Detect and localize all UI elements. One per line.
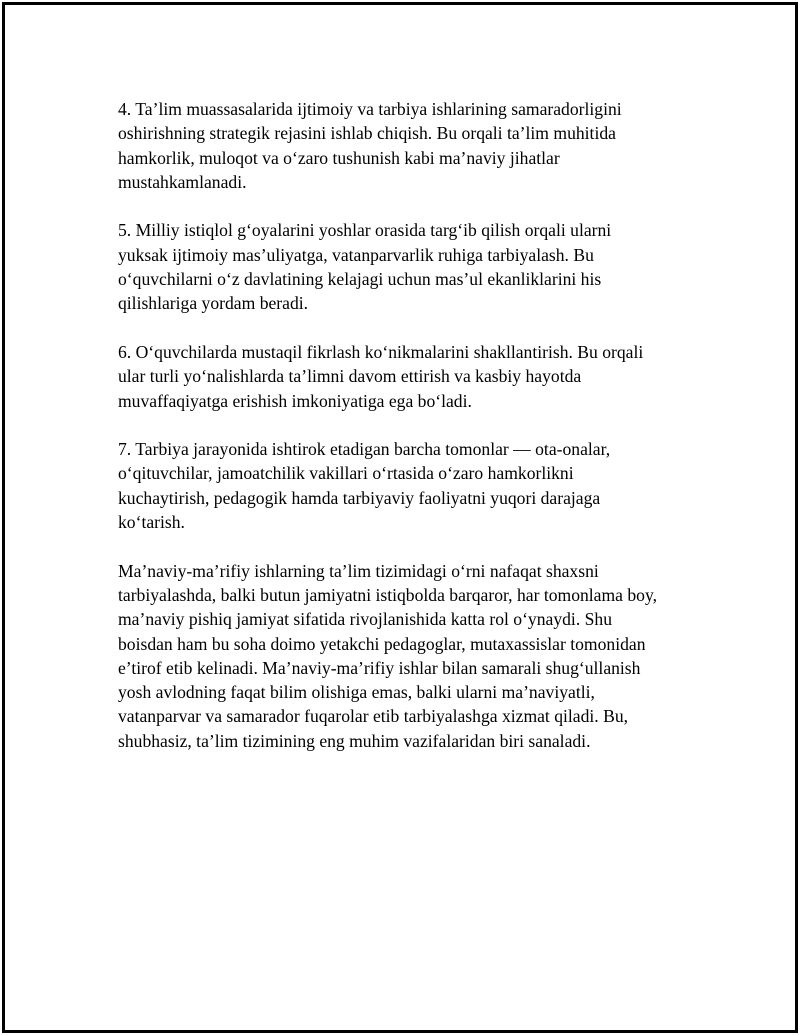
page-frame bbox=[2, 2, 798, 1033]
list-item-4-paragraph: 4. Ta’lim muassasalarida ijtimoiy va tarbiya ishlarining samaradorligini oshirishning strategik rejasini ishlab chiqish. Bu orqali ta’lim muhitida hamkorlik, muloqot va o‘zaro tushunish kabi ma’naviy jihatlar mustahkamlanadi. bbox=[118, 99, 622, 192]
concluding-paragraph: Ma’naviy-ma’rifiy ishlarning ta’lim tizimidagi o‘rni nafaqat shaxsni tarbiyalashda, balki butun jamiyatni istiqbolda barqaror, har tomonlama boy, ma’naviy pishiq jamiyat sifatida rivojlanishida katta rol o‘ynaydi. Shu boisdan ham bu soha doimo yetakchi pedagoglar, mutaxassislar tomonidan e’tirof etib kelinadi. Ma’naviy-ma’rifiy ishlar bilan samarali shug‘ullanish yosh avlodning faqat bilim olishiga emas, balki ularni ma’naviyatli, vatanparvar va samarador fuqarolar etib tarbiyalashga xizmat qiladi. Bu, shubhasiz, ta’lim tizimining eng muhim vazifalaridan biri sanaladi. bbox=[118, 560, 658, 751]
list-item-5-paragraph: 5. Milliy istiqlol g‘oyalarini yoshlar orasida targ‘ib qilish orqali ularni yuksak ijtimoiy mas’uliyatga, vatanparvarlik ruhiga tarbiyalash. Bu o‘quvchilarni o‘z davlatining kelajagi uchun mas’ul ekanliklarini his qilishlariga yordam beradi. bbox=[118, 220, 612, 314]
list-item-6-paragraph: 6. O‘quvchilarda mustaqil fikrlash ko‘nikmalarini shakllantirish. Bu orqali ular turli yo‘nalishlarda ta’limni davom ettirish va kasbiy hayotda muvaffaqiyatga erishish imkoniyatiga ega bo‘ladi. bbox=[118, 341, 644, 411]
document-body bbox=[118, 97, 698, 777]
list-item-7-paragraph: 7. Tarbiya jarayonida ishtirok etadigan barcha tomonlar — ota-onalar, o‘qituvchilar, jamoatchilik vakillari o‘rtasida o‘zaro hamkorlikni kuchaytirish, pedagogik hamda tarbiyaviy faoliyatni yuqori darajaga ko‘tarish. bbox=[118, 439, 611, 533]
